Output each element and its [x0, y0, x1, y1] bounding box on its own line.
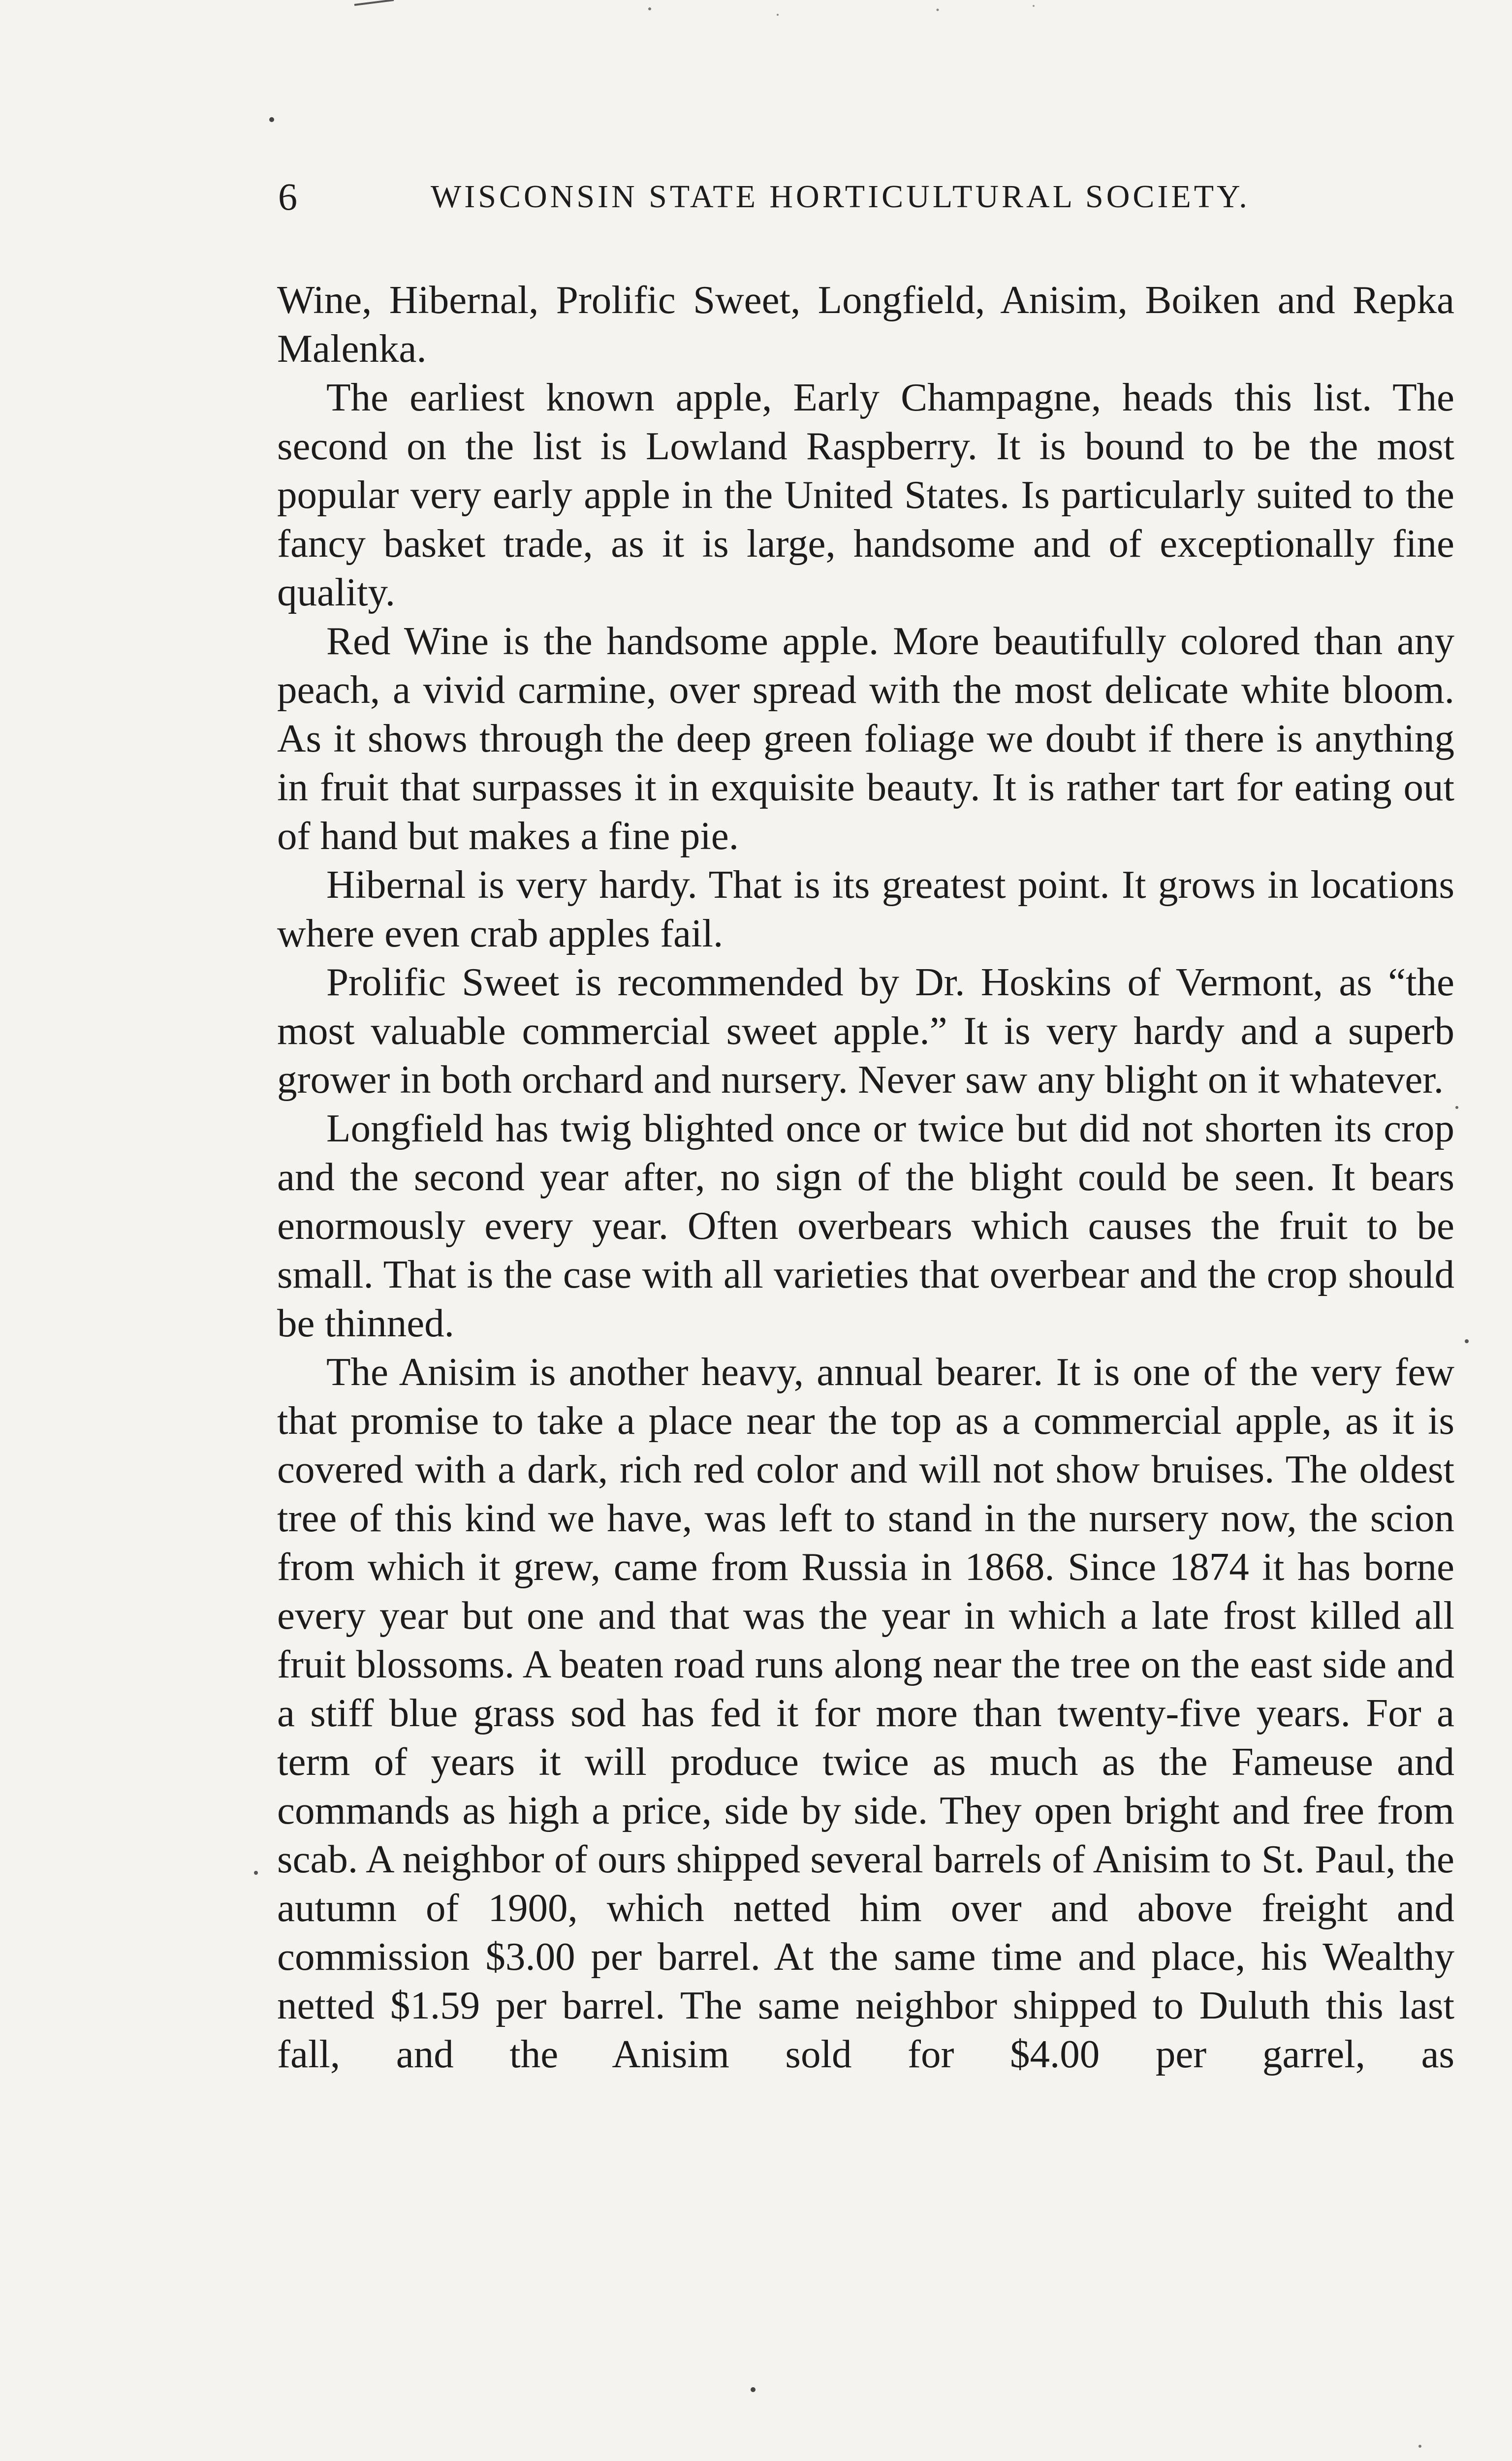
paragraph-early-champagne: The earliest known apple, Early Champagne, heads this list. The second on the list is Lowland Raspberry. It is bound to be the most popular very early apple in the United States. Is particularly suited to the fancy basket trade, as it is large, handsome and of exceptionally fine quality.	[277, 375, 1454, 614]
paragraph-continued: Wine, Hibernal, Prolific Sweet, Longfield, Anisim, Boiken and Repka Malenka.	[277, 278, 1454, 371]
page-number: 6	[278, 175, 300, 218]
paragraph-anisim: The Anisim is another heavy, annual bearer. It is one of the very few that promise to take a place near the top as a commercial apple, as it is covered with a dark, rich red color and will not show bruises. The oldest tree of this kind we have, was left to stand in the nursery now, the scion from which it grew, came from Russia in 1868. Since 1874 it has borne every year but one and that was the year in which a late frost killed all fruit blossoms. A beaten road runs along near the tree on the east side and a stiff blue grass sod has fed it for more than twenty-five years. For a term of years it will produce twice as much as the Fameuse and commands as high a price, side by side. They open bright and free from scab. A neighbor of ours shipped several barrels of Anisim to St. Paul, the autumn of 1900, which netted him over and above freight and commission $3.00 per barrel. At the same time and place, his Wealthy netted $1.59 per barrel. The same neighbor shipped to Duluth this last fall, and the Anisim sold for $4.00 per garrel, as	[277, 1350, 1454, 2076]
paragraph-hibernal: Hibernal is very hardy. That is its greatest point. It grows in locations where even crab apples fail.	[277, 862, 1454, 955]
paragraph-prolific-sweet: Prolific Sweet is recommended by Dr. Hoskins of Vermont, as “the most valuable commercial sweet apple.” It is very hardy and a superb grower in both orchard and nursery. Never saw any blight on it whatever.	[277, 960, 1454, 1102]
paragraph-longfield: Longfield has twig blighted once or twice but did not shorten its crop and the second year after, no sign of the blight could be seen. It bears enormously every year. Often overbears which causes the fruit to be small. That is the case with all varieties that overbear and the crop should be thinned.	[277, 1106, 1454, 1345]
page-header	[278, 170, 1351, 224]
body-text	[277, 276, 1454, 2079]
paragraph-red-wine: Red Wine is the handsome apple. More beautifully colored than any peach, a vivid carmine, over spread with the most delicate white bloom. As it shows through the deep green foliage we doubt if there is anything in fruit that surpasses it in exquisite beauty. It is rather tart for eating out of hand but makes a fine pie.	[277, 619, 1454, 858]
running-head: WISCONSIN STATE HORTICULTURAL SOCIETY.	[431, 179, 1250, 215]
